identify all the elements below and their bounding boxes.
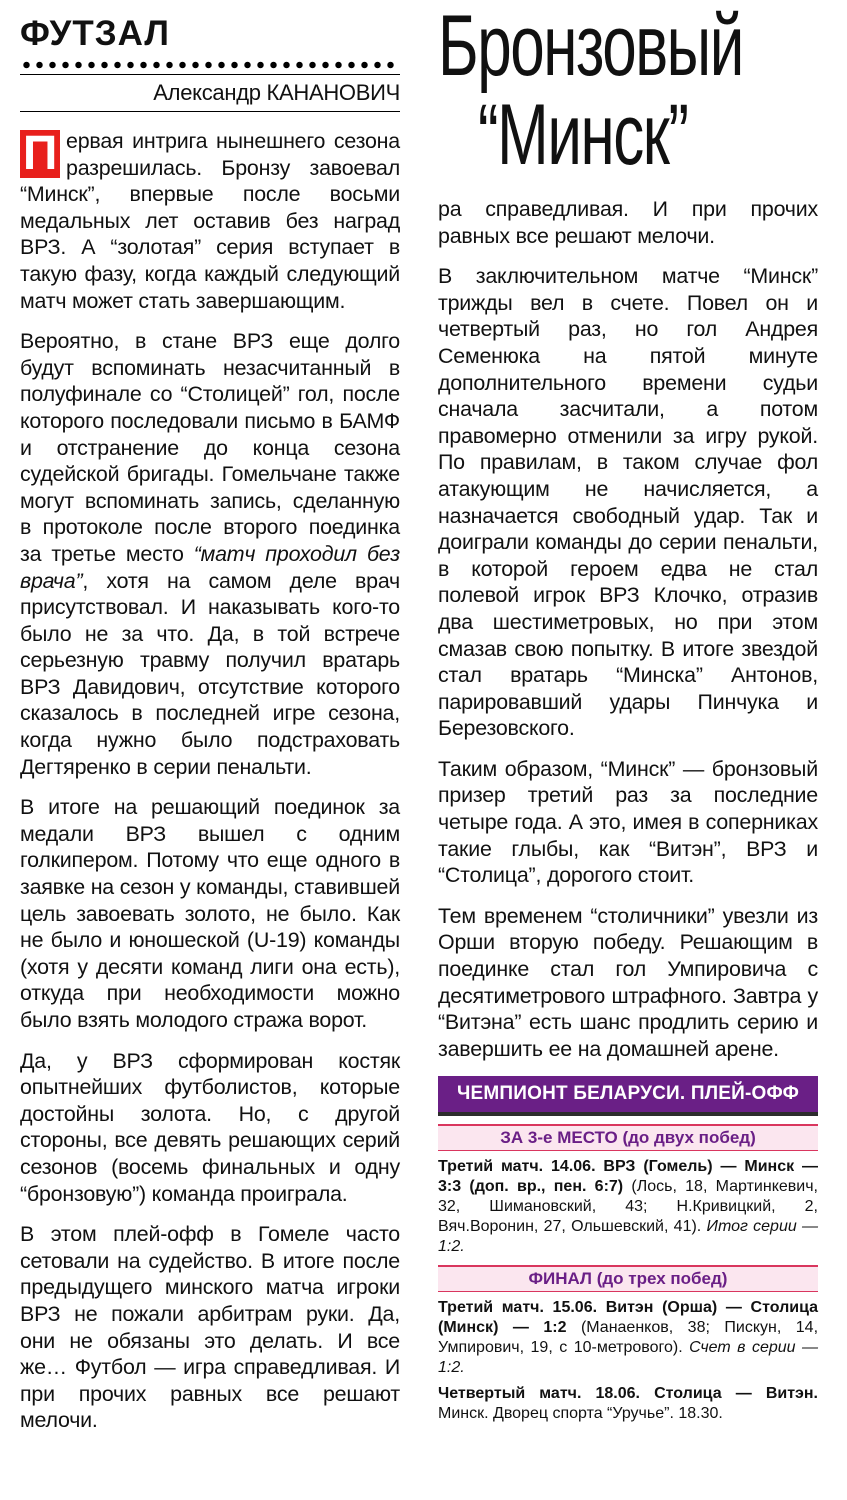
drop-cap: П <box>20 130 60 178</box>
headline-line-1: Бронзовый <box>438 0 743 94</box>
paragraph-3: В итоге на решающий поединок за медали ВРЗ вышел с одним голкипером. Потому что еще одного в заявке на сезон у команды, ставившей цель завоевать золото, не было. Как не было и юношеской (U-19) команды (хотя у десяти команд лиги она есть), откуда при необходимости можно было взять молодого стража ворот. <box>20 795 401 1032</box>
results-table-title: ЧЕМПИОНТ БЕЛАРУСИ. ПЛЕЙ-ОФФ <box>438 1076 818 1116</box>
author-byline: Александр КАНАНОВИЧ <box>20 74 400 112</box>
left-column <box>20 14 401 1433</box>
quote-italic: “матч проходил без врача” <box>20 541 400 593</box>
paragraph-5-continued: ра справедливая. И при прочих равных все решают мелочи. <box>438 197 818 248</box>
rubric-dotted-rule <box>20 60 400 70</box>
paragraph-5: В этом плей-офф в Гомеле часто сетовали на судейство. В итоге после предыдущего минского матча игроки ВРЗ не пожали арбитрам руки. Да, они не обязаны это делать. И все же… Футбол — игра справедливая. И при прочих равных все решают мелочи. <box>20 1222 400 1433</box>
result-row: Четвертый матч. 18.06. Столица — Витэн. Минск. Дворец спорта “Уручье”. 18.30. <box>438 1385 818 1423</box>
paragraph-2: Вероятно, в стане ВРЗ еще долго будут вспоминать незасчитанный в полуфинале со “Столицей” гол, после которого последовали письмо в БАМФ и отстранение до конца сезона судейской бригады. Гомельчане также могут вспоминать запись, сделанную в протоколе после второго поединка за третье место “матч проходил без врача”, хотя на самом деле врач присутствовал. И наказывать кого-то было не за что. Да, в той встрече серьезную травму получил вратарь ВРЗ Давидович, отсутствие которого сказалось в последней игре сезона, когда нужно было подстраховать Дегтяренко в серии пенальти. <box>20 329 400 779</box>
section-final: ФИНАЛ (до трех побед) <box>438 1265 818 1292</box>
paragraph-6: В заключительном матче “Минск” трижды вел в счете. Повел он и четвертый раз, но гол Андрея Семенюка на пятой минуте дополнительного времени судьи сначала засчитали, а потом правомерно отменили за игру рукой. По правилам, в таком случае фол атакующим не начисляется, а назначается свободный удар. Так и доиграли команды до серии пенальти, в которой героем едва не стал полевой игрок ВРЗ Клочко, отразив два шестиметровых, но при этом смазав свою попытку. В итоге звездой стал вратарь “Минска” Антонов, парировавший удары Пинчука и Березовского. <box>438 264 818 741</box>
result-row: Третий матч. 15.06. Витэн (Орша) — Столица (Минск) — 1:2 (Манаенков, 38; Пискун, 14, Умпирович, 19, с 10-метрового). Счет в серии — 1:2. <box>438 1299 819 1377</box>
article-body-left <box>20 127 401 1433</box>
right-column <box>438 0 818 1430</box>
section-third-place: ЗА 3-е МЕСТО (до двух побед) <box>438 1124 818 1151</box>
rubric-title: ФУТЗАЛ <box>20 14 170 53</box>
article-body-right <box>438 196 818 1062</box>
paragraph-8: Тем временем “столичники” увезли из Орши вторую победу. Решающим в поединке стал гол Умпировича с десятиметрового штрафного. Завтра у “Витэна” есть шанс продлить серию и завершить ее на домашней арене. <box>438 903 818 1061</box>
headline-line-2: “Минск” <box>478 87 688 183</box>
paragraph-7: Таким образом, “Минск” — бронзовый призер третий раз за последние четыре года. А это, имея в соперниках такие глыбы, как “Витэн”, ВРЗ и “Столица”, дорогого стоит. <box>438 756 818 888</box>
paragraph-4: Да, у ВРЗ сформирован костяк опытнейших футболистов, которые достойны золота. Но, с другой стороны, все девять решающих серий сезонов (восемь финальных и одну “бронзовую”) команда проиграла. <box>20 1048 400 1206</box>
headline <box>438 0 818 192</box>
result-row: Третий матч. 14.06. ВРЗ (Гомель) — Минск — 3:3 (доп. вр., пен. 6:7) (Лось, 18, Мартинкевич, 32, Шимановский, 43; Н.Кривицкий, 2, Вяч.Воронин, 27, Ольшевский, 41). Итог серии — 1:2. <box>438 1158 819 1256</box>
paragraph-1: П ервая интрига нынешнего сезона разрешилась. Бронзу завоевал “Минск”, впервые после восьми медальных лет оставив без наград ВРЗ. А “золотая” серия вступает в такую фазу, когда каждый следующий матч может стать завершающим. <box>20 127 400 313</box>
